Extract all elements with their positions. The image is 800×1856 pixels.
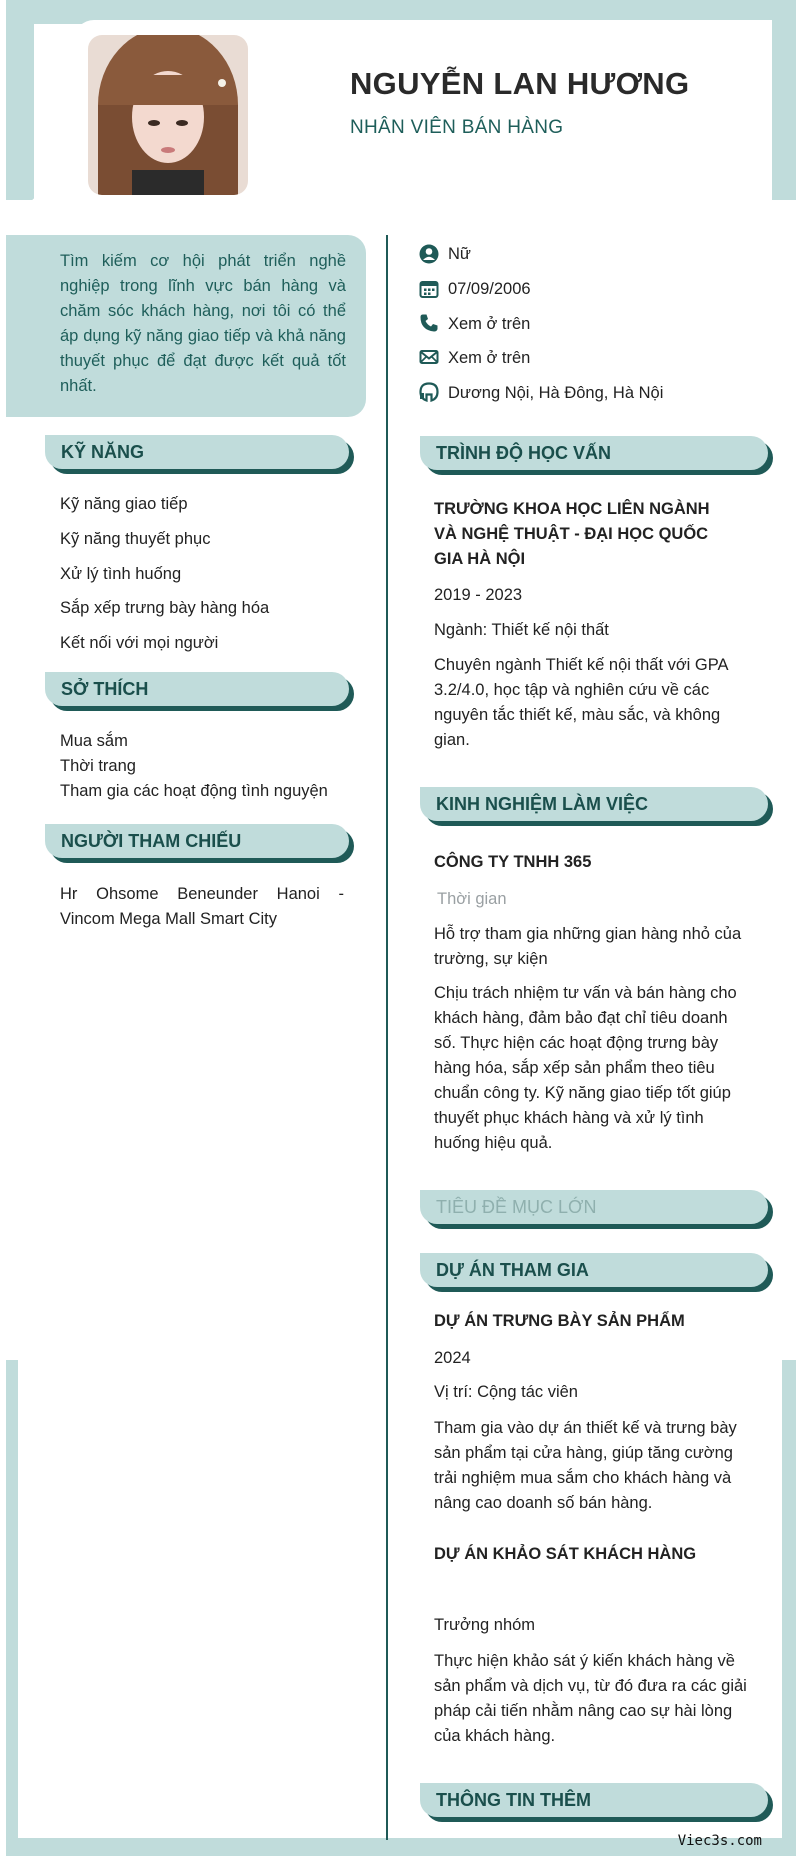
- calendar-icon: [419, 279, 439, 299]
- project-role: Trưởng nhóm: [434, 1616, 536, 1634]
- project-role: Vị trí: Cộng tác viên: [434, 1383, 578, 1401]
- projects-header: DỰ ÁN THAM GIA: [420, 1253, 768, 1287]
- contact-address: Dương Nội, Hà Đông, Hà Nội: [448, 384, 664, 402]
- references-header: NGƯỜI THAM CHIẾU: [45, 824, 349, 858]
- education-header: TRÌNH ĐỘ HỌC VẤN: [420, 436, 768, 470]
- hobbies-header: SỞ THÍCH: [45, 672, 349, 706]
- skills-header: KỸ NĂNG: [45, 435, 349, 469]
- project-description: Tham gia vào dự án thiết kế và trưng bày sản phẩm tại cửa hàng, giúp tăng cường trải nghiệm mua sắm cho khách hàng và nâng cao doanh số bán hàng.: [434, 1419, 737, 1512]
- contact-gender: Nữ: [448, 245, 471, 263]
- experience-description: Chịu trách nhiệm tư vấn và bán hàng cho khách hàng, đảm bảo đạt chỉ tiêu doanh số. Thực hiện các hoạt động trưng bày hàng hóa, sắp xếp sản phẩm theo tiêu chuẩn công ty. Kỹ năng giao tiếp tốt giúp thuyết phục khách hàng và xử lý tình huống hiệu quả.: [434, 984, 737, 1152]
- experience-time: Thời gian: [437, 890, 507, 908]
- footer-watermark: Viec3s.com: [677, 1833, 762, 1849]
- skill-item: Xử lý tình huống: [60, 565, 182, 583]
- project-year: 2024: [434, 1349, 471, 1367]
- project-name: DỰ ÁN TRƯNG BÀY SẢN PHẨM: [434, 1312, 685, 1330]
- frame-right-top: [772, 0, 796, 200]
- contact-birthday: 07/09/2006: [448, 280, 531, 298]
- project-name: DỰ ÁN KHẢO SÁT KHÁCH HÀNG: [434, 1545, 697, 1563]
- contact-phone: Xem ở trên: [448, 315, 531, 333]
- hobby-item: Mua sắm: [60, 732, 128, 750]
- education-years: 2019 - 2023: [434, 586, 523, 604]
- education-description: Chuyên ngành Thiết kế nội thất với GPA 3.2/4.0, học tập và nghiên cứu về các nguyên tắc thiết kế, màu sắc, và không gian.: [434, 656, 728, 749]
- phone-icon: [419, 313, 439, 333]
- frame-right-bottom: [782, 1360, 796, 1856]
- hobby-item: Thời trang: [60, 757, 136, 775]
- education-major: Ngành: Thiết kế nội thất: [434, 621, 609, 639]
- experience-company: CÔNG TY TNHH 365: [434, 853, 592, 871]
- career-objective: Tìm kiếm cơ hội phát triển nghề nghiệp trong lĩnh vực bán hàng và chăm sóc khách hàng, nơi tôi có thể áp dụng kỹ năng giao tiếp và khả năng thuyết phục để đạt được kết quả tốt nhất.: [6, 235, 366, 417]
- profile-photo: [88, 35, 248, 195]
- experience-header: KINH NGHIỆM LÀM VIỆC: [420, 787, 768, 821]
- candidate-position: NHÂN VIÊN BÁN HÀNG: [350, 117, 564, 138]
- home-icon: [419, 382, 439, 402]
- additional-info-header: THÔNG TIN THÊM: [420, 1783, 768, 1817]
- candidate-name: NGUYỄN LAN HƯƠNG: [350, 66, 690, 101]
- frame-corner-triangle: [30, 160, 76, 202]
- skill-item: Sắp xếp trưng bày hàng hóa: [60, 599, 270, 617]
- column-divider: [386, 235, 388, 1840]
- frame-left-bottom: [6, 1360, 18, 1856]
- skill-item: Kết nối với mọi người: [60, 634, 219, 652]
- placeholder-section-header: TIÊU ĐỀ MỤC LỚN: [420, 1190, 768, 1224]
- contact-email: Xem ở trên: [448, 349, 531, 367]
- skill-item: Kỹ năng thuyết phục: [60, 530, 211, 548]
- email-icon: [419, 347, 439, 367]
- education-school: TRƯỜNG KHOA HỌC LIÊN NGÀNH VÀ NGHỆ THUẬT - ĐẠI HỌC QUỐC GIA HÀ NỘI: [434, 500, 710, 568]
- project-description: Thực hiện khảo sát ý kiến khách hàng về sản phẩm và dịch vụ, từ đó đưa ra các giải pháp cải tiến nhằm nâng cao sự hài lòng của khách hàng.: [434, 1652, 747, 1745]
- experience-role: Hỗ trợ tham gia những gian hàng nhỏ của trường, sự kiện: [434, 925, 742, 968]
- skill-item: Kỹ năng giao tiếp: [60, 495, 188, 513]
- user-icon: [419, 244, 439, 264]
- reference-text: Hr Ohsome Beneunder Hanoi - Vincom Mega Mall Smart City: [60, 885, 344, 928]
- hobby-item: Tham gia các hoạt động tình nguyện: [60, 782, 328, 800]
